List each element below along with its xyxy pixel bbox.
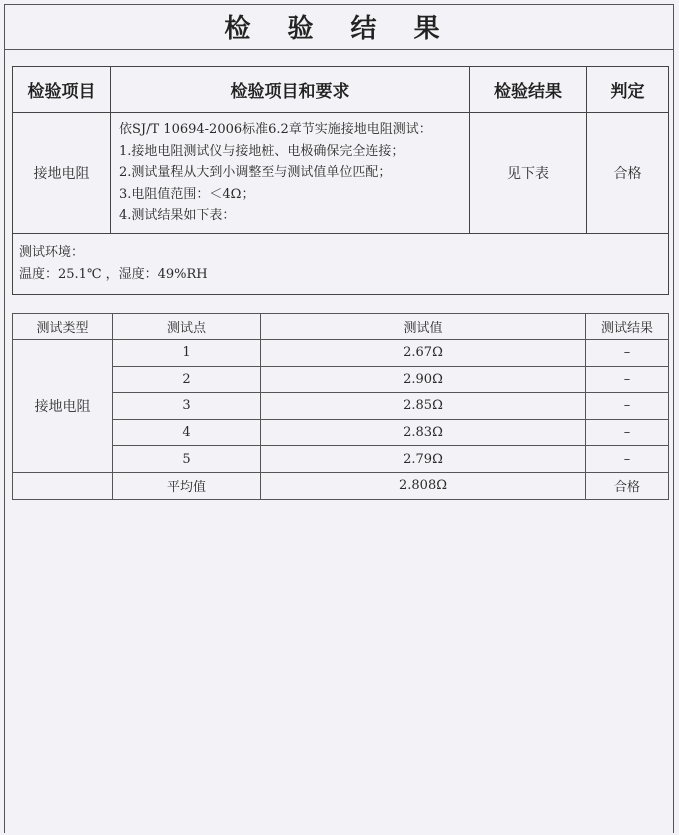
test-value: 2.83Ω (261, 419, 586, 446)
header-test-value: 测试值 (261, 314, 586, 340)
test-value: 2.79Ω (261, 446, 586, 473)
environment-cell (13, 233, 669, 294)
test-type: 接地电阻 (13, 340, 113, 473)
header-verdict: 判定 (587, 67, 669, 113)
test-point: 4 (113, 419, 261, 446)
environment-values: 温度：25.1℃ ，湿度：49%RH (19, 266, 208, 282)
test-value: 2.67Ω (261, 340, 586, 367)
requirement-line: 1.接地电阻测试仪与接地桩、电极确保完全连接； (119, 143, 405, 159)
header-test-type: 测试类型 (13, 314, 113, 340)
results-table (12, 313, 669, 500)
test-result: – (586, 393, 669, 420)
average-label: 平均值 (113, 472, 261, 499)
inspection-item: 接地电阻 (13, 113, 111, 234)
inspection-verdict: 合格 (587, 113, 669, 234)
requirement-line: 4.测试结果如下表： (119, 208, 236, 223)
test-result: – (586, 446, 669, 473)
requirement-line: 3.电阻值范围：＜4Ω； (119, 186, 255, 202)
title-bar (4, 4, 674, 50)
test-point: 1 (113, 340, 261, 367)
test-point: 3 (113, 393, 261, 420)
results-header-row (13, 314, 669, 340)
table-row (13, 340, 669, 367)
test-value: 2.85Ω (261, 393, 586, 420)
inspection-row (13, 113, 669, 234)
header-test-point: 测试点 (113, 314, 261, 340)
test-result: – (586, 366, 669, 393)
test-result: – (586, 419, 669, 446)
average-value: 2.808Ω (261, 472, 586, 499)
average-result: 合格 (586, 472, 669, 499)
average-row (13, 472, 669, 499)
inspection-result: 见下表 (470, 113, 587, 234)
test-point: 2 (113, 366, 261, 393)
header-result: 检验结果 (470, 67, 587, 113)
test-point: 5 (113, 446, 261, 473)
requirements-cell (111, 113, 470, 234)
header-test-result: 测试结果 (586, 314, 669, 340)
requirement-line: 2.测试量程从大到小调整至与测试值单位匹配； (119, 165, 392, 180)
inspection-table (12, 66, 669, 295)
page-title: 检 验 结 果 (224, 14, 454, 44)
empty-cell (13, 472, 113, 499)
requirement-line: 依SJ/T 10694-2006标准6.2章节实施接地电阻测试： (119, 122, 432, 137)
test-result: – (586, 340, 669, 367)
header-item: 检验项目 (13, 67, 111, 113)
test-value: 2.90Ω (261, 366, 586, 393)
header-requirements: 检验项目和要求 (111, 67, 470, 113)
inspection-header-row (13, 67, 669, 113)
environment-label: 测试环境： (19, 244, 85, 260)
environment-row (13, 233, 669, 294)
